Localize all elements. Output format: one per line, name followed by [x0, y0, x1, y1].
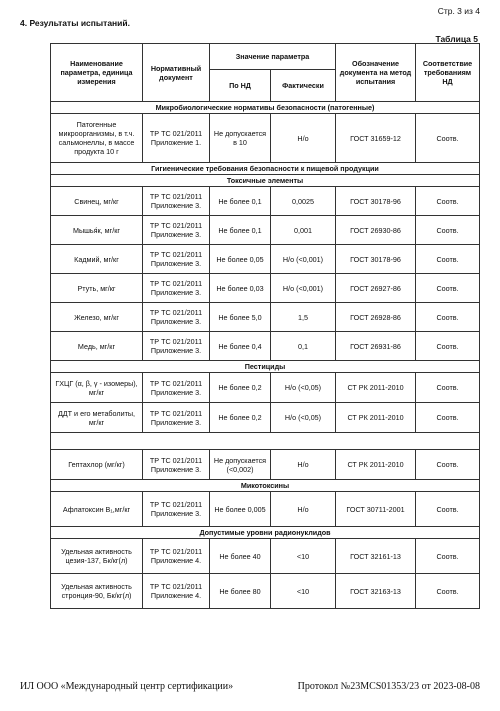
cell-actual: 0,0025: [271, 187, 336, 216]
section-row: [51, 361, 480, 373]
cell-actual: Н/о (<0,05): [271, 403, 336, 433]
header-actual: Фактически: [271, 70, 336, 102]
cell-by-nd: Не более 0,2: [210, 403, 271, 433]
table-row: [51, 303, 480, 332]
section-row: [51, 527, 480, 539]
cell-parameter-name: Мышья́к, мг/кг: [51, 216, 143, 245]
table-row: [51, 245, 480, 274]
cell-compliance: Соотв.: [416, 187, 480, 216]
header-compliance: Соответствие требованиям НД: [416, 44, 480, 102]
cell-parameter-name: Удельная активность цезия-137, Бк/кг(л): [51, 539, 143, 574]
cell-actual: <10: [271, 539, 336, 574]
cell-actual: Н/о: [271, 492, 336, 527]
cell-actual: Н/о: [271, 450, 336, 480]
table-row: [51, 274, 480, 303]
header-by-nd: По НД: [210, 70, 271, 102]
cell-parameter-name: Свинец, мг/кг: [51, 187, 143, 216]
cell-norm-doc: ТР ТС 021/2011 Приложение 3.: [143, 245, 210, 274]
page-number: Стр. 3 из 4: [437, 6, 480, 16]
cell-method: ГОСТ 26930-86: [336, 216, 416, 245]
cell-norm-doc: ТР ТС 021/2011 Приложение 3.: [143, 450, 210, 480]
cell-method: ГОСТ 30711-2001: [336, 492, 416, 527]
section-title-cell: Допустимые уровни радионуклидов: [51, 527, 480, 539]
cell-parameter-name: ДДТ и его метаболиты, мг/кг: [51, 403, 143, 433]
table-row: [51, 373, 480, 403]
table-row: [51, 403, 480, 433]
section-title-cell: Микотоксины: [51, 480, 480, 492]
cell-compliance: Соотв.: [416, 492, 480, 527]
cell-method: СТ РК 2011-2010: [336, 373, 416, 403]
cell-compliance: Соотв.: [416, 332, 480, 361]
cell-parameter-name: ГХЦГ (α, β, γ - изомеры), мг/кг: [51, 373, 143, 403]
blank-cell: [51, 433, 480, 450]
cell-actual: Н/о (<0,001): [271, 274, 336, 303]
cell-compliance: Соотв.: [416, 574, 480, 609]
cell-norm-doc: ТР ТС 021/2011 Приложение 1.: [143, 114, 210, 163]
blank-row: [51, 433, 480, 450]
cell-compliance: Соотв.: [416, 403, 480, 433]
footer-protocol: Протокол №23MCS01353/23 от 2023-08-08: [297, 681, 480, 692]
cell-by-nd: Не допускается в 10: [210, 114, 271, 163]
cell-compliance: Соотв.: [416, 245, 480, 274]
table-row: [51, 332, 480, 361]
cell-by-nd: Не более 0,1: [210, 187, 271, 216]
cell-norm-doc: ТР ТС 021/2011 Приложение 3.: [143, 187, 210, 216]
cell-by-nd: Не допускается (<0,002): [210, 450, 271, 480]
cell-compliance: Соотв.: [416, 539, 480, 574]
cell-by-nd: Не более 0,05: [210, 245, 271, 274]
section-title-cell: Гигиенические требования безопасности к пищевой продукции: [51, 163, 480, 175]
cell-method: ГОСТ 26928-86: [336, 303, 416, 332]
cell-parameter-name: Железо, мг/кг: [51, 303, 143, 332]
cell-method: СТ РК 2011-2010: [336, 403, 416, 433]
cell-actual: 0,001: [271, 216, 336, 245]
cell-compliance: Соотв.: [416, 114, 480, 163]
cell-by-nd: Не более 0,1: [210, 216, 271, 245]
cell-norm-doc: ТР ТС 021/2011 Приложение 3.: [143, 216, 210, 245]
section-title-cell: Пестициды: [51, 361, 480, 373]
section-row: [51, 102, 480, 114]
cell-actual: Н/о (<0,05): [271, 373, 336, 403]
cell-norm-doc: ТР ТС 021/2011 Приложение 3.: [143, 373, 210, 403]
table-row: [51, 450, 480, 480]
cell-parameter-name: Удельная активность стронция-90, Бк/кг(л): [51, 574, 143, 609]
cell-parameter-name: Кадмий, мг/кг: [51, 245, 143, 274]
section-row: [51, 175, 480, 187]
header-value: Значение параметра: [210, 44, 336, 70]
table-row: [51, 574, 480, 609]
cell-method: ГОСТ 31659-12: [336, 114, 416, 163]
table-row: [51, 492, 480, 527]
header-name: Наименование параметра, единица измерения: [51, 44, 143, 102]
cell-actual: Н/о: [271, 114, 336, 163]
cell-parameter-name: Афлатоксин B₁,мг/кг: [51, 492, 143, 527]
table-label: Таблица 5: [435, 34, 478, 44]
cell-by-nd: Не более 5,0: [210, 303, 271, 332]
section-title-cell: Микробиологические нормативы безопасности (патогенные): [51, 102, 480, 114]
cell-compliance: Соотв.: [416, 274, 480, 303]
cell-method: ГОСТ 26927-86: [336, 274, 416, 303]
cell-actual: Н/о (<0,001): [271, 245, 336, 274]
cell-parameter-name: Ртуть, мг/кг: [51, 274, 143, 303]
cell-compliance: Соотв.: [416, 450, 480, 480]
cell-actual: 0,1: [271, 332, 336, 361]
header-norm-doc: Нормативный документ: [143, 44, 210, 102]
cell-method: ГОСТ 30178-96: [336, 245, 416, 274]
cell-by-nd: Не более 0,005: [210, 492, 271, 527]
cell-by-nd: Не более 40: [210, 539, 271, 574]
section-row: [51, 163, 480, 175]
cell-by-nd: Не более 0,03: [210, 274, 271, 303]
table-row: [51, 114, 480, 163]
section-title-cell: Токсичные элементы: [51, 175, 480, 187]
cell-method: СТ РК 2011-2010: [336, 450, 416, 480]
header-method: Обозначение документа на метод испытания: [336, 44, 416, 102]
cell-norm-doc: ТР ТС 021/2011 Приложение 3.: [143, 403, 210, 433]
cell-norm-doc: ТР ТС 021/2011 Приложение 3.: [143, 332, 210, 361]
cell-actual: <10: [271, 574, 336, 609]
cell-method: ГОСТ 32163-13: [336, 574, 416, 609]
cell-parameter-name: Гептахлор (мг/кг): [51, 450, 143, 480]
cell-by-nd: Не более 80: [210, 574, 271, 609]
section-title: 4. Результаты испытаний.: [20, 18, 130, 28]
cell-method: ГОСТ 30178-96: [336, 187, 416, 216]
cell-actual: 1,5: [271, 303, 336, 332]
cell-norm-doc: ТР ТС 021/2011 Приложение 4.: [143, 539, 210, 574]
table-body: [51, 102, 480, 609]
cell-compliance: Соотв.: [416, 216, 480, 245]
table-row: [51, 539, 480, 574]
footer-org: ИЛ ООО «Международный центр сертификации»: [20, 681, 234, 692]
cell-compliance: Соотв.: [416, 303, 480, 332]
cell-by-nd: Не более 0,4: [210, 332, 271, 361]
cell-norm-doc: ТР ТС 021/2011 Приложение 3.: [143, 303, 210, 332]
footer: [20, 681, 480, 692]
table-row: [51, 187, 480, 216]
cell-norm-doc: ТР ТС 021/2011 Приложение 4.: [143, 574, 210, 609]
cell-method: ГОСТ 26931-86: [336, 332, 416, 361]
section-row: [51, 480, 480, 492]
cell-compliance: Соотв.: [416, 373, 480, 403]
cell-parameter-name: Медь, мг/кг: [51, 332, 143, 361]
cell-norm-doc: ТР ТС 021/2011 Приложение 3.: [143, 492, 210, 527]
cell-by-nd: Не более 0,2: [210, 373, 271, 403]
cell-method: ГОСТ 32161-13: [336, 539, 416, 574]
cell-parameter-name: Патогенные микроорганизмы, в т.ч. сальмонеллы, в массе продукта 10 г: [51, 114, 143, 163]
results-table: [50, 43, 480, 609]
table-row: [51, 216, 480, 245]
cell-norm-doc: ТР ТС 021/2011 Приложение 3.: [143, 274, 210, 303]
